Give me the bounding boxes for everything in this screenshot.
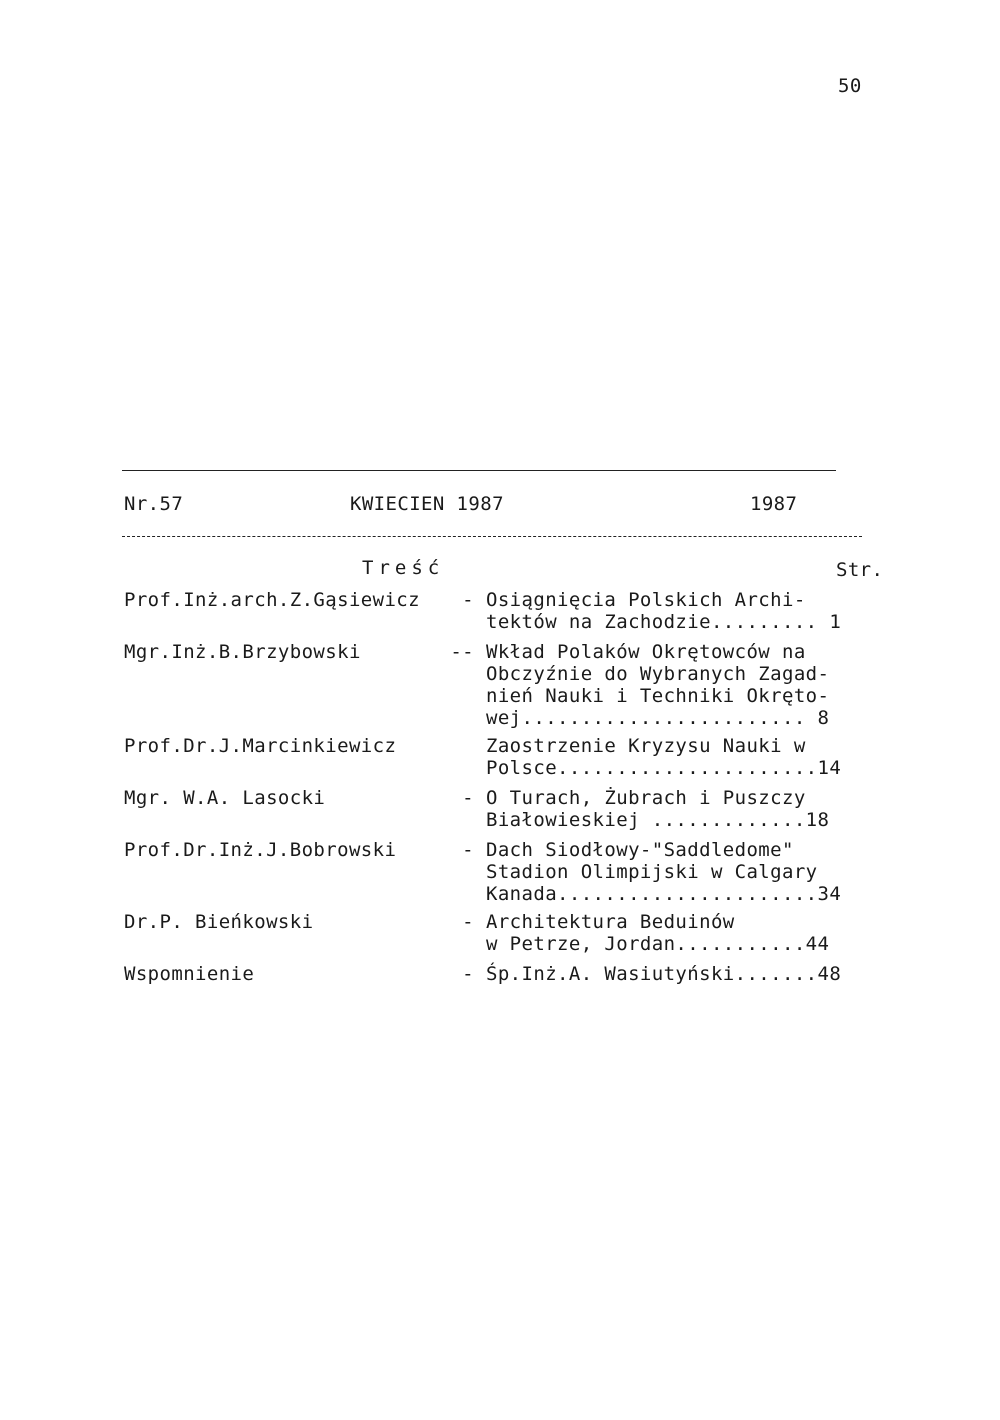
toc-entry-title: [486, 911, 829, 955]
toc-entry-title-line: Zaostrzenie Kryzysu Nauki w: [486, 735, 806, 757]
toc-entry-title-line: Stadion Olimpijski w Calgary: [486, 861, 818, 883]
toc-entry-title-line: tektów na Zachodzie......... 1: [486, 611, 842, 633]
pages-column-heading: Str.: [836, 559, 884, 581]
toc-entry-title-line: Polsce......................14: [486, 757, 842, 779]
toc-entry-title-line: Białowieskiej .............18: [486, 809, 830, 831]
toc-entry-title-line: w Petrze, Jordan...........44: [486, 933, 830, 955]
toc-entry-title: [486, 839, 841, 905]
toc-entry-title-line: Osiągnięcia Polskich Archi-: [486, 589, 806, 611]
masthead-top-rule: [122, 470, 836, 471]
issue-year: 1987: [750, 493, 798, 515]
toc-entry-title: [486, 735, 841, 779]
toc-entry-author: Wspomnienie: [124, 963, 255, 985]
toc-entry-title: [486, 641, 829, 729]
toc-entry-dash: -: [462, 787, 474, 809]
toc-entry-author: Prof.Inż.arch.Z.Gąsiewicz: [124, 589, 420, 611]
issue-date: KWIECIEN 1987: [350, 493, 504, 515]
toc-entry-title: [486, 787, 829, 831]
toc-entry-title-line: nień Nauki i Techniki Okręto-: [486, 685, 830, 707]
issue-number: Nr.57: [124, 493, 184, 515]
toc-entry-author: Prof.Dr.Inż.J.Bobrowski: [124, 839, 397, 861]
toc-entry-author: Dr.P. Bieńkowski: [124, 911, 314, 933]
toc-entry-title-line: Obczyźnie do Wybranych Zagad-: [486, 663, 830, 685]
toc-entry-title-line: Kanada......................34: [486, 883, 842, 905]
toc-entry-title-line: Śp.Inż.A. Wasiutyński.......48: [486, 963, 842, 985]
masthead-bottom-rule: [122, 536, 862, 537]
page-number: 50: [838, 75, 862, 97]
toc-entry-dash: -: [462, 963, 474, 985]
toc-entry-dash: -: [462, 589, 474, 611]
toc-entry-dash: --: [450, 641, 474, 663]
toc-entry-title-line: Wkład Polaków Okrętowców na: [486, 641, 806, 663]
toc-entry-title-line: Dach Siodłowy-"Saddledome": [486, 839, 794, 861]
toc-entry-author: Mgr. W.A. Lasocki: [124, 787, 326, 809]
toc-entry-title-line: O Turach, Żubrach i Puszczy: [486, 787, 806, 809]
toc-entry-title-line: Architektura Beduinów: [486, 911, 735, 933]
toc-heading: Treść: [362, 557, 445, 579]
toc-entry-title: [486, 963, 841, 985]
toc-entry-title-line: wej........................ 8: [486, 707, 830, 729]
toc-entry-dash: -: [462, 839, 474, 861]
toc-entry-author: Mgr.Inż.B.Brzybowski: [124, 641, 361, 663]
toc-entry-title: [486, 589, 841, 633]
toc-entry-author: Prof.Dr.J.Marcinkiewicz: [124, 735, 397, 757]
toc-entry-dash: -: [462, 911, 474, 933]
